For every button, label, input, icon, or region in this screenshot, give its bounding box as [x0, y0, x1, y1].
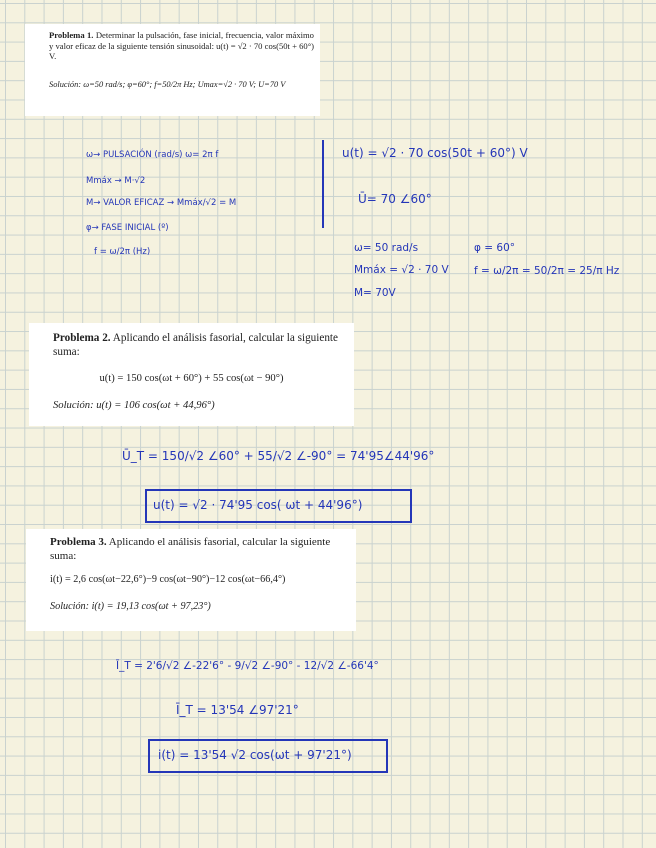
problem-2-card — [29, 323, 354, 426]
note-1-expression: u(t) = √2 · 70 cos(50t + 60°) V — [342, 146, 528, 160]
problem-2-text: Aplicando el análisis fasorial, calcular la siguiente suma: — [53, 332, 339, 358]
note-1-phasor: Ū= 70 ∠60° — [358, 192, 432, 206]
problem-3-statement — [50, 535, 346, 563]
note-2-result: u(t) = √2 · 74'95 cos( ωt + 44'96°) — [153, 498, 363, 512]
divider-line — [322, 140, 324, 228]
note-1-result-max: Mmáx = √2 · 70 V — [354, 264, 449, 276]
problem-3-equation: i(t) = 2,6 cos(ωt−22,6°)−9 cos(ωt−90°)−12 cos(ωt−66,4°) — [50, 574, 286, 585]
note-1-eficaz: M→ VALOR EFICAZ → Mmáx/√2 = M — [86, 198, 237, 208]
note-1-pulsacion: ω→ PULSACIÓN (rad/s) ω= 2π f — [86, 150, 219, 160]
problem-3-title: Problema 3. — [50, 536, 107, 548]
note-1-frecuencia: f = ω/2π (Hz) — [94, 247, 151, 257]
problem-1-title: Problema 1. — [49, 30, 94, 40]
note-3-phasor: Ī_T = 13'54 ∠97'21° — [176, 703, 299, 717]
problem-1-solution: Solución: ω=50 rad/s; φ=60°; f=50/2π Hz; Umax=√2 · 70 V; U=70 V — [49, 80, 286, 89]
note-1-result-phase: φ = 60° — [474, 242, 516, 254]
problem-1-card — [25, 24, 320, 116]
problem-3-card — [26, 529, 356, 631]
note-3-result: i(t) = 13'54 √2 cos(ωt + 97'21°) — [158, 748, 352, 762]
problem-2-equation: u(t) = 150 cos(ωt + 60°) + 55 cos(ωt − 90°) — [99, 373, 284, 384]
note-3-sum: Ī_T = 2'6/√2 ∠-22'6° - 9/√2 ∠-90° - 12/√2 ∠-66'4° — [116, 660, 379, 672]
note-2-sum: Ū_T = 150/√2 ∠60° + 55/√2 ∠-90° = 74'95∠44'96° — [122, 449, 435, 463]
note-1-fase: φ→ FASE INICIAL (º) — [86, 223, 169, 233]
note-1-max: Mmáx → M·√2 — [86, 176, 146, 186]
problem-2-solution: Solución: u(t) = 106 cos(ωt + 44,96°) — [53, 400, 215, 411]
note-1-result-rms: M= 70V — [354, 287, 396, 299]
note-3-result-box — [148, 739, 388, 773]
problem-2-statement — [53, 331, 349, 359]
problem-1-text: Determinar la pulsación, fase inicial, frecuencia, valor máximo y valor eficaz de la siguiente tensión sinusoidal: u(t) = √2 · 70 cos(50t + 60°) V. — [49, 30, 314, 62]
problem-3-solution: Solución: i(t) = 19,13 cos(ωt + 97,23°) — [50, 601, 211, 612]
problem-2-title: Problema 2. — [53, 332, 111, 344]
problem-1-statement — [49, 30, 314, 62]
note-1-result-freq: f = ω/2π = 50/2π = 25/π Hz — [474, 265, 620, 277]
problem-3-text: Aplicando el análisis fasorial, calcular la siguiente suma: — [50, 536, 331, 562]
note-2-result-box — [145, 489, 412, 523]
note-1-result-omega: ω= 50 rad/s — [354, 242, 419, 254]
